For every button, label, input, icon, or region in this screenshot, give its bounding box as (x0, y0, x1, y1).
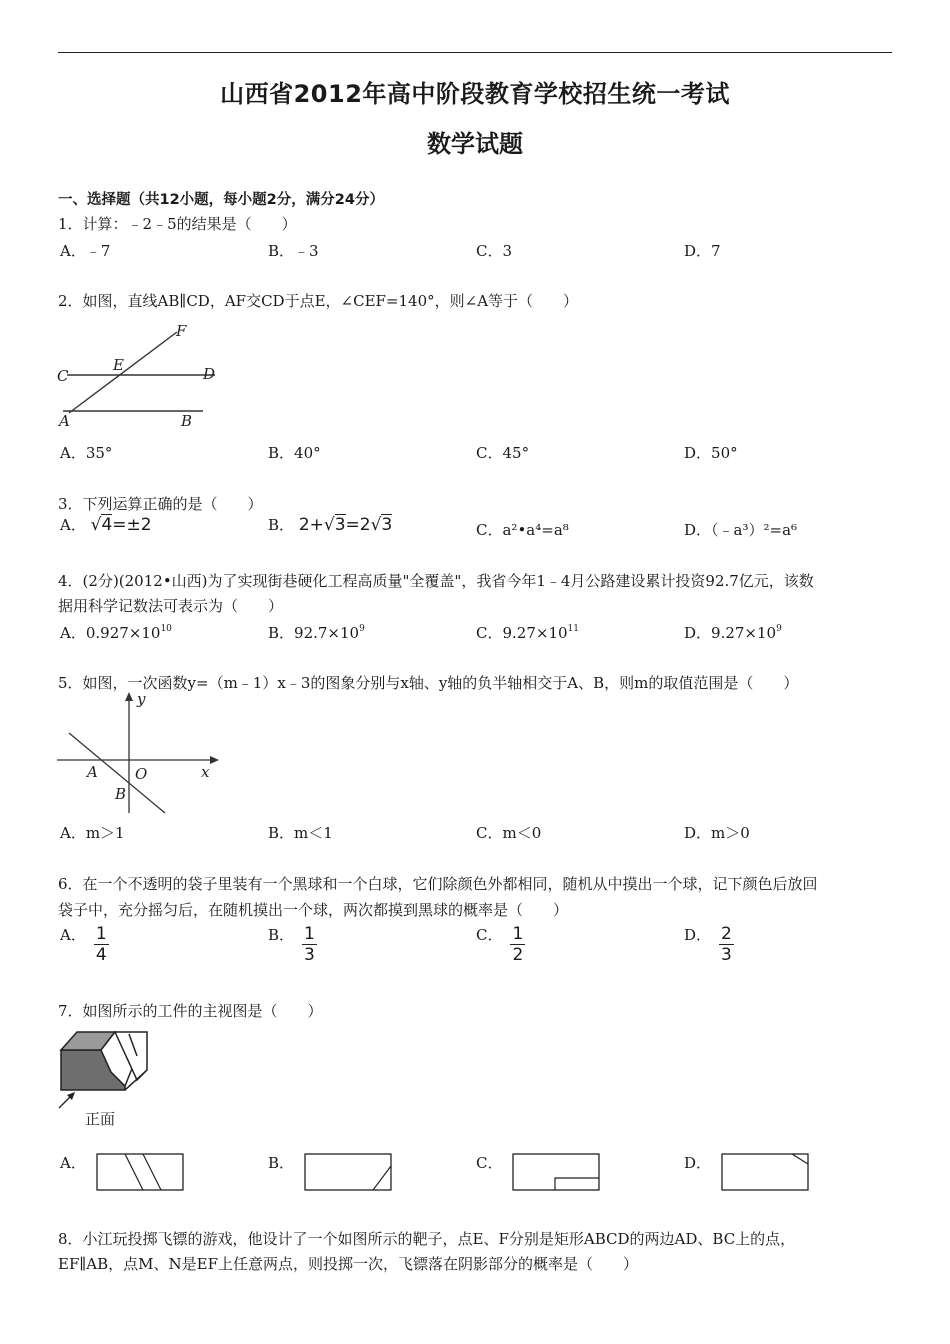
label-y: y (137, 690, 146, 708)
q5-option-a[interactable]: A．m＞1 (60, 824, 125, 842)
question-8-stem-line2: EF∥AB，点M、N是EF上任意两点，则投掷一次，飞镖落在阴影部分的概率是（ ） (58, 1255, 638, 1273)
q7-a-view (95, 1152, 185, 1192)
question-3-stem: 3．下列运算正确的是（ ） (58, 495, 263, 513)
q7-option-b[interactable]: B． (268, 1152, 393, 1192)
q1-option-a[interactable]: A．﹣7 (60, 242, 111, 260)
question-6-stem-line2: 袋子中，充分摇匀后，在随机摸出一个球，两次都摸到黑球的概率是（ ） (58, 901, 569, 919)
question-7-stem: 7．如图所示的工件的主视图是（ ） (58, 1002, 323, 1020)
q5-option-d[interactable]: D．m＞0 (684, 824, 750, 842)
label-o: O (135, 765, 148, 783)
front-label: 正面 (85, 1110, 116, 1128)
q5-coordinate-figure (55, 688, 225, 818)
question-4-stem-line1: 4．(2分)(2012•山西)为了实现街巷硬化工程高质量"全覆盖"，我省今年1﹣4月公路建设累计投资92.7亿元，该数 (58, 572, 814, 590)
q3-option-a[interactable]: A． √4=±2 (60, 515, 152, 535)
q5-option-b[interactable]: B．m＜1 (268, 824, 333, 842)
q3-option-d[interactable]: D．（﹣a³）²=a⁶ (684, 521, 798, 539)
label-e: E (113, 356, 124, 374)
question-1-stem: 1．计算：﹣2﹣5的结果是（ ） (58, 215, 297, 233)
question-4-stem-line2: 据用科学记数法可表示为（ ） (58, 597, 284, 615)
q1-option-d[interactable]: D．7 (684, 242, 721, 260)
label-x: x (201, 763, 210, 781)
q7-option-c[interactable]: C． (476, 1152, 601, 1192)
q1-option-c[interactable]: C．3 (476, 242, 513, 260)
q2-parallel-lines-figure (55, 318, 225, 433)
label-a: A (59, 412, 70, 430)
q7-d-view (720, 1152, 810, 1192)
label-d: D (203, 365, 216, 383)
q7-c-view (511, 1152, 601, 1192)
q7-workpiece-figure (55, 1022, 165, 1132)
q7-option-a[interactable]: A． (60, 1152, 185, 1192)
q6-option-d[interactable]: D． $\frac{2}{3}$ (684, 924, 732, 965)
q6-option-c[interactable]: C． $\frac{1}{2}$ (476, 924, 524, 965)
q5-option-c[interactable]: C．m＜0 (476, 824, 542, 842)
q4-option-b[interactable]: B．$92.7\times 10^9$ (268, 624, 365, 642)
q2-option-b[interactable]: B．40° (268, 444, 321, 462)
question-8-stem-line1: 8．小江玩投掷飞镖的游戏，他设计了一个如图所示的靶子，点E、F分别是矩形ABCD的两边AD、BC上的点， (58, 1230, 796, 1248)
label-b: B (115, 785, 127, 803)
exam-subtitle: 数学试题 (427, 130, 523, 158)
top-rule (58, 52, 892, 53)
question-6-stem-line1: 6．在一个不透明的袋子里装有一个黑球和一个白球，它们除颜色外都相同，随机从中摸出一个球，记下颜色后放回 (58, 875, 818, 893)
q6-option-a[interactable]: A． $\frac{1}{4}$ (60, 924, 107, 965)
q1-option-b[interactable]: B．﹣3 (268, 242, 319, 260)
q2-option-c[interactable]: C．45° (476, 444, 530, 462)
q4-option-d[interactable]: D．$9.27\times 10^9$ (684, 624, 782, 642)
q4-option-c[interactable]: C．$9.27\times 10^{11}$ (476, 624, 579, 642)
q4-option-a[interactable]: A．$0.927\times 10^{10}$ (60, 624, 172, 642)
q2-option-a[interactable]: A．35° (60, 444, 113, 462)
exam-title: 山西省2012年高中阶段教育学校招生统一考试 (220, 80, 730, 108)
question-2-stem: 2．如图，直线AB∥CD，AF交CD于点E，∠CEF=140°，则∠A等于（ ） (58, 292, 579, 310)
section-heading: 一、选择题（共12小题，每小题2分，满分24分） (58, 192, 384, 208)
q3-option-c[interactable]: C．a²•a⁴=a⁸ (476, 521, 569, 539)
label-c: C (57, 367, 69, 385)
label-f: F (176, 322, 187, 340)
label-a: A (87, 763, 98, 781)
q6-option-b[interactable]: B． $\frac{1}{3}$ (268, 924, 315, 965)
label-b: B (181, 412, 193, 430)
q3-option-b[interactable]: B． 2+√3=2√3 (268, 515, 393, 535)
q7-b-view (303, 1152, 393, 1192)
q7-option-d[interactable]: D． (684, 1152, 810, 1192)
question-5-stem: 5．如图，一次函数y=（m﹣1）x﹣3的图象分别与x轴、y轴的负半轴相交于A、B，则m的取值范围是（ ） (58, 674, 799, 692)
q2-option-d[interactable]: D．50° (684, 444, 738, 462)
